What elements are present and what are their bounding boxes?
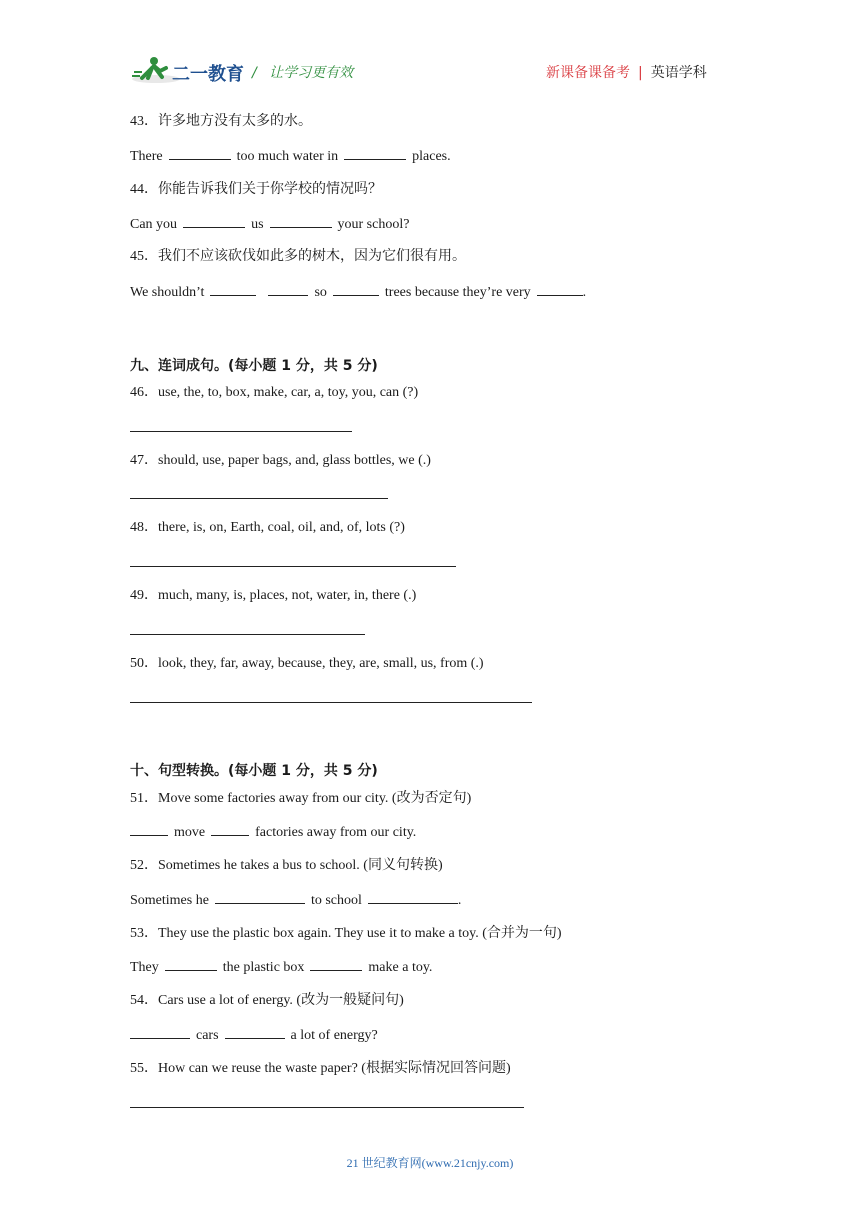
blank [310,958,362,971]
section-9-title: 九、连词成句。(每小题 1 分，共 5 分) [130,358,378,374]
text-fragment: trees because they’re very [384,285,531,300]
blank [210,283,256,296]
blank [537,283,583,296]
blank [211,823,249,836]
blank [183,215,245,228]
blank [333,283,379,296]
brand-logo [128,52,248,88]
text-fragment: . [457,893,462,908]
text-fragment: so [314,285,327,300]
text-fragment: They [130,960,159,975]
blank [130,823,168,836]
header-slogan [252,62,353,82]
header-separator: | [638,65,643,81]
text-fragment: . [582,285,587,300]
text-fragment: make a toy. [368,960,433,975]
question-50-prompt: 50．look, they, far, away, because, they, are, small, us, from (.) [130,656,484,671]
header-subject [546,62,707,82]
text-fragment: a lot of energy? [290,1028,378,1043]
text-fragment: to school [310,893,362,908]
slogan-divider: / [252,65,257,81]
blank [130,1026,190,1039]
blank [165,958,217,971]
text-fragment: We shouldn’t [130,285,205,300]
text-fragment: us [251,217,264,232]
blank [270,215,332,228]
answer-line [130,1107,524,1108]
text-fragment: There [130,149,163,164]
slogan-text: 让学习更有效 [269,65,354,81]
footer-text[interactable]: 21 世纪教育网(www.21cnjy.com) [346,1156,514,1170]
answer-line [130,702,532,703]
answer-line [130,431,352,432]
text-fragment: move [174,825,206,840]
question-46-prompt: 46．use, the, to, box, make, car, a, toy, you, can (?) [130,385,419,400]
answer-line [130,498,388,499]
logo-text: 二一教育 [172,64,244,85]
text-fragment: Can you [130,217,178,232]
blank [268,283,308,296]
question-44-sentence [130,215,409,234]
question-51-prompt: 51．Move some factories away from our city. (改为否定句) [130,791,472,806]
question-45-prompt: 45．我们不应该砍伐如此多的树木，因为它们很有用。 [130,249,466,264]
header-right-left: 新课备课备考 [546,65,630,81]
question-43-sentence [130,147,451,166]
blank [215,891,305,904]
text-fragment: your school? [337,217,410,232]
question-51-sentence [130,823,416,842]
question-54-prompt: 54．Cars use a lot of energy. (改为一般疑问句) [130,993,404,1008]
blank [225,1026,285,1039]
blank [368,891,458,904]
question-52-sentence [130,891,461,910]
blank [344,147,406,160]
question-44-prompt: 44．你能告诉我们关于你学校的情况吗？ [130,182,382,197]
question-52-prompt: 52．Sometimes he takes a bus to school. (同义句转换) [130,858,443,873]
question-45-sentence [130,283,586,302]
question-48-prompt: 48．there, is, on, Earth, coal, oil, and, of, lots (?) [130,520,405,535]
section-10-title: 十、句型转换。(每小题 1 分，共 5 分) [130,763,378,779]
text-fragment: places. [412,149,451,164]
text-fragment: too much water in [236,149,339,164]
blank [169,147,231,160]
question-49-prompt: 49．much, many, is, places, not, water, in, there (.) [130,588,417,603]
text-fragment: the plastic box [222,960,305,975]
text-fragment: factories away from our city. [255,825,417,840]
answer-line [130,634,365,635]
text-fragment: Sometimes he [130,893,209,908]
question-53-sentence [130,958,432,977]
text-fragment: cars [196,1028,219,1043]
question-54-sentence [130,1026,378,1045]
question-47-prompt: 47．should, use, paper bags, and, glass bottles, we (.) [130,453,431,468]
question-53-prompt: 53．They use the plastic box again. They use it to make a toy. (合并为一句) [130,926,562,941]
question-55-prompt: 55．How can we reuse the waste paper? (根据实际情况回答问题) [130,1061,511,1076]
header-right-right: 英语学科 [650,65,707,81]
question-43-prompt: 43．许多地方没有太多的水。 [130,114,312,129]
answer-line [130,566,456,567]
